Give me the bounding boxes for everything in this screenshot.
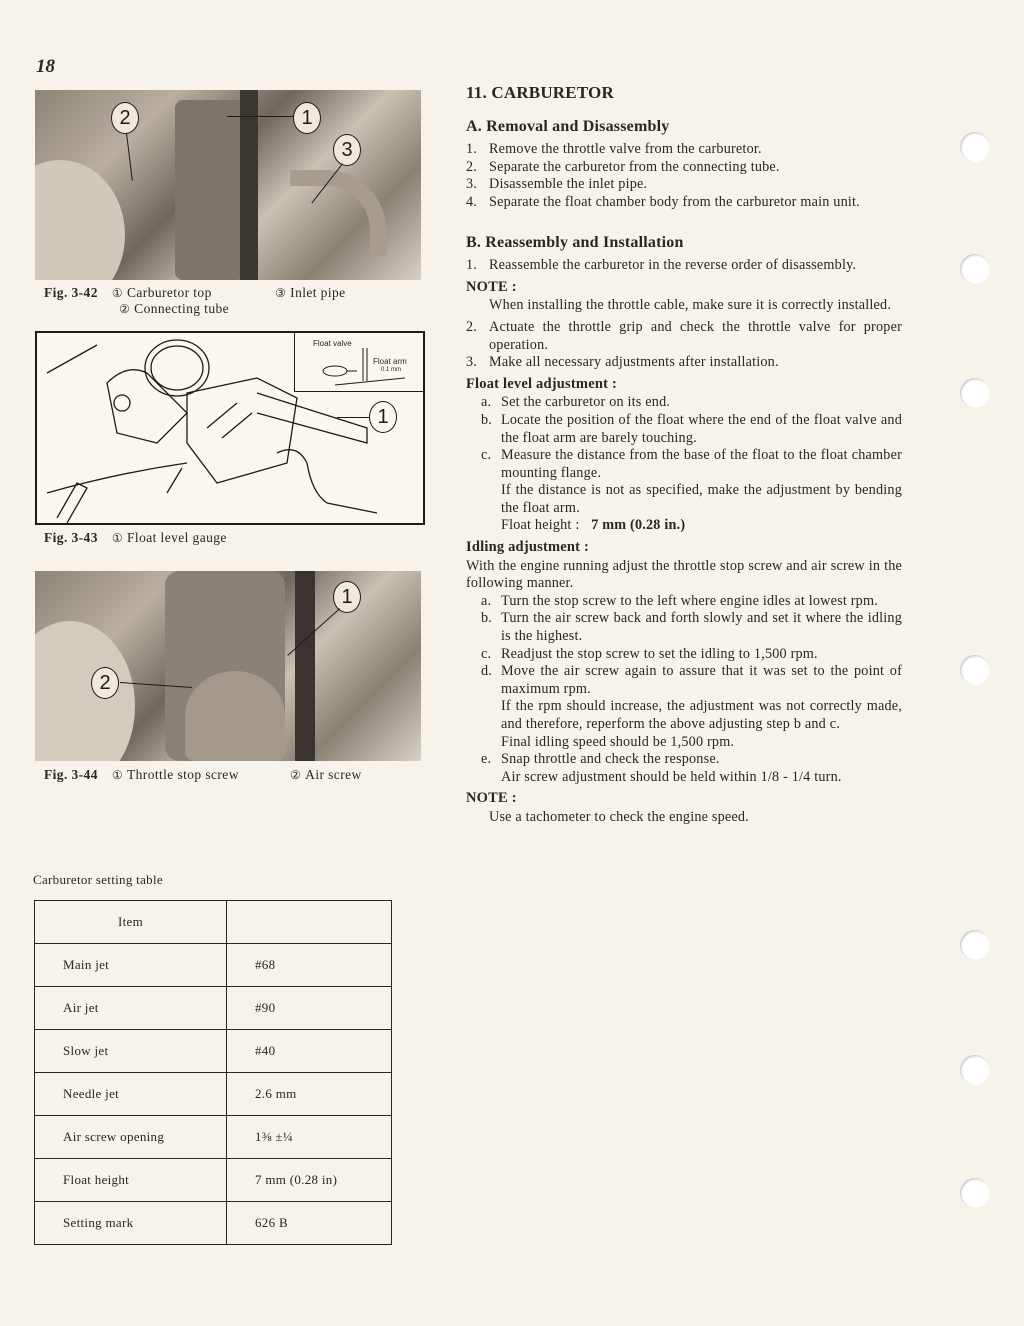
settings-table-title: Carburetor setting table — [33, 872, 163, 887]
table-row — [35, 1116, 392, 1159]
list-item: 2. Actuate the throttle grip and check the throttle valve for proper operation. — [466, 318, 902, 353]
callout-1: 1 — [369, 401, 397, 433]
punch-hole — [960, 1055, 990, 1085]
float-height-spec — [466, 517, 902, 535]
legend-text: Air screw — [305, 767, 362, 782]
figure-3-44-caption: Fig. 3-44 ① Throttle stop screw — [44, 767, 239, 782]
callout-1: 1 — [293, 102, 321, 134]
figure-3-44-photo — [35, 571, 421, 761]
row-item: Float height — [35, 1159, 227, 1202]
figure-label: Fig. 3-44 — [44, 767, 98, 782]
list-item: 1. Reassemble the carburetor in the reverse order of disassembly. — [466, 257, 857, 274]
row-item: Air jet — [35, 987, 227, 1030]
leader-line — [337, 417, 369, 418]
legend-text: Connecting tube — [134, 301, 230, 316]
float-valve-label: Float valve — [313, 339, 352, 348]
callout-2: 2 — [111, 102, 139, 134]
punch-hole — [960, 254, 990, 284]
float-level-heading: Float level adjustment : — [466, 375, 617, 392]
row-value: 1⅜ ±¼ — [227, 1116, 392, 1159]
table-row — [35, 1159, 392, 1202]
idling-intro: With the engine running adjust the throttle stop screw and air screw in the following manner. — [466, 557, 902, 592]
cable-tube — [240, 90, 258, 280]
note-label: NOTE : — [466, 790, 517, 807]
page-number: 18 — [36, 56, 55, 77]
cable-tube — [295, 571, 315, 761]
note-text: When installing the throttle cable, make sure it is correctly installed. — [489, 297, 892, 314]
row-item: Needle jet — [35, 1073, 227, 1116]
section-title: 11. CARBURETOR — [466, 83, 614, 102]
note-label: NOTE : — [466, 278, 517, 295]
callout-1: 1 — [333, 581, 361, 613]
legend-text: Carburetor top — [127, 285, 212, 300]
list-item: a. Set the carburetor on its end. — [481, 394, 671, 411]
callout-2: 2 — [91, 667, 119, 699]
row-item: Slow jet — [35, 1030, 227, 1073]
figure-3-42-caption-item2: ② Connecting tube — [119, 301, 230, 316]
table-header-row — [35, 901, 392, 944]
row-value: 2.6 mm — [227, 1073, 392, 1116]
removal-heading: A. Removal and Disassembly — [466, 117, 670, 135]
figure-3-43-caption: Fig. 3-43 ① Float level gauge — [44, 530, 227, 545]
figure-3-43-drawing — [35, 331, 425, 525]
carburetor-settings-table — [34, 900, 392, 1245]
punch-hole — [960, 930, 990, 960]
row-item: Setting mark — [35, 1202, 227, 1245]
float-arm-label: Float arm — [373, 357, 407, 366]
float-valve-diagram — [295, 333, 423, 391]
figure-3-42-caption-item3: ③ Inlet pipe — [275, 285, 346, 300]
spec-value: 7 mm (0.28 in.) — [591, 517, 686, 534]
engine-cover — [35, 621, 135, 761]
spec-label: Float height : — [501, 517, 580, 534]
row-value: #68 — [227, 944, 392, 987]
figure-3-42-photo — [35, 90, 421, 280]
reassembly-heading: B. Reassembly and Installation — [466, 233, 684, 251]
carburetor-body — [175, 100, 245, 280]
row-item: Air screw opening — [35, 1116, 227, 1159]
float-detail-inset — [294, 333, 423, 392]
gap-label: 0.1 mm — [381, 367, 402, 373]
row-value: #90 — [227, 987, 392, 1030]
engine-cover — [35, 160, 125, 280]
air-screw-note: Air screw adjustment should be held within 1/8 - 1/4 turn. — [501, 768, 842, 785]
note-text: Use a tachometer to check the engine speed. — [489, 808, 749, 825]
header-item: Item — [35, 901, 227, 944]
inlet-pipe — [290, 170, 386, 256]
list-item: a. Turn the stop screw to the left where engine idles at lowest rpm. — [481, 592, 878, 609]
idling-d-note: If the rpm should increase, the adjustment was not correctly made, and therefore, reperform the above adjusting step b and c. — [501, 698, 902, 732]
float-level-note: If the distance is not as specified, make the adjustment by bending the float arm. — [501, 482, 902, 516]
row-value: #40 — [227, 1030, 392, 1073]
figure-label: Fig. 3-42 — [44, 285, 98, 300]
punch-hole — [960, 132, 990, 162]
leader-line — [126, 133, 133, 181]
figure-label: Fig. 3-43 — [44, 530, 98, 545]
list-item: b. Locate the position of the float where the end of the float valve and the float arm are barely touching. — [481, 411, 902, 446]
carburetor-section — [466, 84, 902, 827]
punch-hole — [960, 378, 990, 408]
row-item: Main jet — [35, 944, 227, 987]
legend-text: Float level gauge — [127, 530, 227, 545]
list-item: 3. Make all necessary adjustments after installation. — [466, 354, 779, 371]
table-row — [35, 944, 392, 987]
list-item: 1. Remove the throttle valve from the carburetor. — [466, 141, 762, 158]
list-item: b. Turn the air screw back and forth slowly and set it where the idling is the highest. — [481, 610, 902, 645]
list-item: 4. Separate the float chamber body from the carburetor main unit. — [466, 193, 860, 210]
list-item: d. Move the air screw again to assure that it was set to the point of maximum rpm. — [481, 663, 902, 697]
list-item: c. Measure the distance from the base of the float to the float chamber mounting flange. — [481, 447, 902, 481]
list-item: c. Readjust the stop screw to set the idling to 1,500 rpm. — [481, 645, 818, 662]
idling-final-speed: Final idling speed should be 1,500 rpm. — [501, 733, 735, 750]
legend-text: Inlet pipe — [290, 285, 346, 300]
punch-hole — [960, 1178, 990, 1208]
leader-line — [227, 116, 293, 117]
list-item: 3. Disassemble the inlet pipe. — [466, 176, 648, 193]
table-row — [35, 987, 392, 1030]
float-chamber — [185, 671, 285, 761]
row-value: 626 B — [227, 1202, 392, 1245]
legend-text: Throttle stop screw — [127, 767, 239, 782]
table-row — [35, 1073, 392, 1116]
idling-heading: Idling adjustment : — [466, 539, 590, 556]
list-item: 2. Separate the carburetor from the connecting tube. — [466, 158, 780, 175]
row-value: 7 mm (0.28 in) — [227, 1159, 392, 1202]
header-value — [227, 901, 392, 944]
list-item: e. Snap throttle and check the response. — [481, 751, 720, 768]
table-row — [35, 1030, 392, 1073]
figure-3-44-caption-item2: ② Air screw — [290, 767, 362, 782]
figure-3-42-caption: Fig. 3-42 ① Carburetor top — [44, 285, 212, 300]
callout-3: 3 — [333, 134, 361, 166]
punch-hole — [960, 655, 990, 685]
table-row — [35, 1202, 392, 1245]
